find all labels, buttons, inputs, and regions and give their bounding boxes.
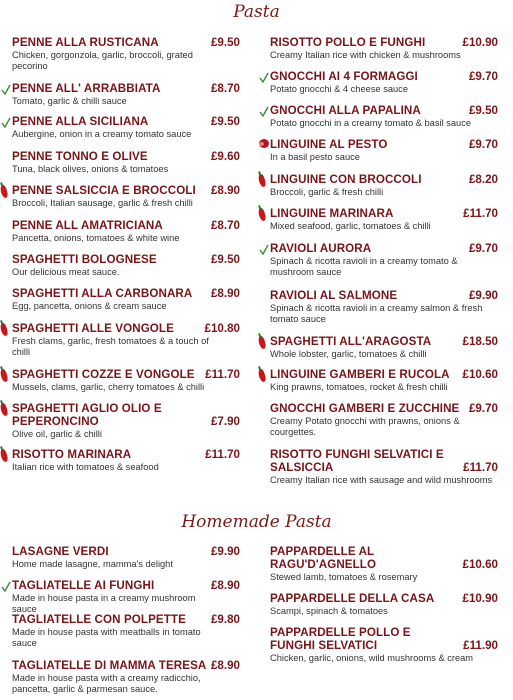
item-price: £11.70 — [205, 448, 240, 461]
item-name: PAPPARDELLE AL RAGU'D'AGNELLO — [270, 545, 377, 571]
item-description: Broccoli, Italian sausage, garlic & fresh chilli — [12, 198, 193, 208]
item-description: Made in house pasta in a creamy mushroom sauce — [12, 593, 196, 614]
item-description: Mixed seafood, garlic, tomatoes & chilli — [270, 221, 431, 231]
item-name: SPAGHETTI COZZE E VONGOLE — [12, 368, 195, 381]
item-name: PAPPARDELLE DELLA CASA — [270, 592, 435, 605]
item-description: Chicken, gorgonzola, garlic, broccoli, grated pecorino — [12, 50, 193, 71]
chilli-pepper-icon — [257, 173, 267, 187]
item-name: TAGLIATELLE DI MAMMA TERESA — [12, 659, 207, 672]
item-description: Tuna, black olives, onions & tomatoes — [12, 164, 169, 174]
item-description: Home made lasagne, mamma's delight — [12, 559, 173, 569]
item-name: PENNE ALLA RUSTICANA — [12, 36, 159, 49]
item-description: Spinach & ricotta ravioli in a creamy tomato & mushroom sauce — [270, 256, 458, 277]
item-price: £9.70 — [468, 242, 498, 255]
item-price: £11.70 — [463, 207, 498, 220]
item-price: £9.60 — [210, 150, 240, 163]
item-name: TAGLIATELLE AI FUNGHI — [12, 579, 155, 592]
item-price: £8.90 — [210, 659, 240, 672]
item-price: £7.90 — [210, 415, 240, 428]
chilli-pepper-icon — [257, 368, 267, 382]
item-name: GNOCCHI GAMBERI E ZUCCHINE — [270, 402, 460, 415]
vegetarian-tick-icon — [1, 116, 11, 128]
pesto-leaf-icon — [259, 139, 269, 148]
item-price: £9.70 — [468, 138, 498, 151]
item-name: SPAGHETTI BOLOGNESE — [12, 253, 157, 266]
item-description: Creamy Potato gnocchi with prawns, onions & courgettes. — [270, 416, 460, 437]
item-price: £8.90 — [210, 579, 240, 592]
item-description: In a basil pesto sauce — [270, 152, 360, 162]
vegetarian-tick-icon — [1, 580, 11, 592]
item-name: GNOCCHI ALLA PAPALINA — [270, 104, 421, 117]
item-price: £10.60 — [462, 368, 498, 381]
item-name: RISOTTO FUNGHI SELVATICI E SALSICCIA — [270, 448, 444, 474]
item-price: £11.70 — [463, 461, 498, 474]
item-price: £9.50 — [210, 253, 240, 266]
chilli-pepper-icon — [0, 402, 9, 416]
item-description: Our delicious meat sauce. — [12, 267, 120, 277]
item-name: SPAGHETTI ALLE VONGOLE — [12, 322, 174, 335]
vegetarian-tick-icon — [259, 71, 269, 83]
item-price: £8.70 — [210, 219, 240, 232]
item-price: £10.90 — [462, 592, 498, 605]
item-name: PENNE TONNO E OLIVE — [12, 150, 148, 163]
item-description: Creamy Italian rice with sausage and wild mushrooms — [270, 475, 493, 485]
item-description: Creamy Italian rice with chicken & mushrooms — [270, 50, 461, 60]
item-name: SPAGHETTI ALLA CARBONARA — [12, 287, 193, 300]
item-price: £9.90 — [210, 545, 240, 558]
item-price: £9.50 — [468, 104, 498, 117]
item-name: RISOTTO POLLO E FUNGHI — [270, 36, 426, 49]
item-description: Fresh clams, garlic, fresh tomatoes & a touch of chilli — [12, 336, 209, 357]
item-description: Aubergine, onion in a creamy tomato sauce — [12, 129, 192, 139]
item-name: SPAGHETTI AGLIO OLIO E PEPERONCINO — [12, 402, 162, 428]
item-price: £11.70 — [205, 368, 240, 381]
item-price: £11.90 — [463, 639, 498, 652]
item-description: Italian rice with tomatoes & seafood — [12, 462, 159, 472]
item-name: LINGUINE MARINARA — [270, 207, 394, 220]
item-description: Potato gnocchi in a creamy tomato & basil sauce — [270, 118, 472, 128]
item-description: Whole lobster, garlic, tomatoes & chilli — [270, 349, 427, 359]
item-description: Broccoli, garlic & fresh chilli — [270, 187, 384, 197]
item-price: £8.90 — [210, 287, 240, 300]
item-description: Made in house pasta with meatballs in tomato sauce — [12, 627, 201, 648]
item-description: Spinach & ricotta ravioli in a creamy salmon & fresh tomato sauce — [270, 303, 483, 324]
section-title-homemade-pasta: Homemade Pasta — [181, 512, 332, 532]
vegetarian-tick-icon — [1, 83, 11, 95]
item-description: Chicken, garlic, onions, wild mushrooms & cream — [270, 653, 474, 663]
item-name: LINGUINE CON BROCCOLI — [270, 173, 422, 186]
item-description: Scampi, spinach & tomatoes — [270, 606, 388, 616]
item-name: RISOTTO MARINARA — [12, 448, 132, 461]
item-price: £9.50 — [210, 36, 240, 49]
item-price: £18.50 — [462, 335, 498, 348]
item-price: £9.80 — [210, 613, 240, 626]
item-price: £9.90 — [468, 289, 498, 302]
item-name: GNOCCHI AI 4 FORMAGGI — [270, 70, 418, 83]
item-price: £8.20 — [468, 173, 498, 186]
vegetarian-tick-icon — [259, 105, 269, 117]
item-name: TAGLIATELLE CON POLPETTE — [12, 613, 186, 626]
chilli-pepper-icon — [0, 322, 9, 336]
item-price: £8.70 — [210, 82, 240, 95]
item-name: LASAGNE VERDI — [12, 545, 109, 558]
chilli-pepper-icon — [257, 335, 267, 349]
item-name: RAVIOLI AURORA — [270, 242, 372, 255]
item-price: £10.80 — [204, 322, 240, 335]
item-name: LINGUINE AL PESTO — [270, 138, 388, 151]
vegetarian-tick-icon — [259, 243, 269, 255]
item-description: King prawns, tomatoes, rocket & fresh chilli — [270, 382, 448, 392]
item-name: PENNE ALLA SICILIANA — [12, 115, 149, 128]
item-price: £8.90 — [210, 184, 240, 197]
item-description: Tomato, garlic & chilli sauce — [12, 96, 127, 106]
item-price: £10.90 — [462, 36, 498, 49]
item-name: PENNE SALSICCIA E BROCCOLI — [12, 184, 196, 197]
item-description: Mussels, clams, garlic, cherry tomatoes & chilli — [12, 382, 205, 392]
section-title-pasta: Pasta — [233, 2, 280, 22]
chilli-pepper-icon — [0, 184, 9, 198]
chilli-pepper-icon — [0, 448, 9, 462]
item-name: PENNE ALL AMATRICIANA — [12, 219, 163, 232]
item-name: PAPPARDELLE POLLO E FUNGHI SELVATICI — [270, 626, 411, 652]
item-name: RAVIOLI AL SALMONE — [270, 289, 398, 302]
item-price: £10.60 — [462, 558, 498, 571]
item-description: Egg, pancetta, onions & cream sauce — [12, 301, 167, 311]
item-price: £9.50 — [210, 115, 240, 128]
chilli-pepper-icon — [257, 207, 267, 221]
item-price: £9.70 — [468, 402, 498, 415]
chilli-pepper-icon — [0, 368, 9, 382]
item-description: Made in house pasta with a creamy radicchio, pancetta, garlic & parmesan sauce. — [12, 673, 201, 694]
item-description: Potato gnocchi & 4 cheese sauce — [270, 84, 408, 94]
item-name: PENNE ALL' ARRABBIATA — [12, 82, 161, 95]
item-description: Stewed lamb, tomatoes & rosemary — [270, 572, 418, 582]
item-price: £9.70 — [468, 70, 498, 83]
item-name: SPAGHETTI ALL'ARAGOSTA — [270, 335, 432, 348]
item-description: Olive oil, garlic & chilli — [12, 429, 102, 439]
item-name: LINGUINE GAMBERI E RUCOLA — [270, 368, 450, 381]
item-description: Pancetta, onions, tomatoes & white wine — [12, 233, 180, 243]
